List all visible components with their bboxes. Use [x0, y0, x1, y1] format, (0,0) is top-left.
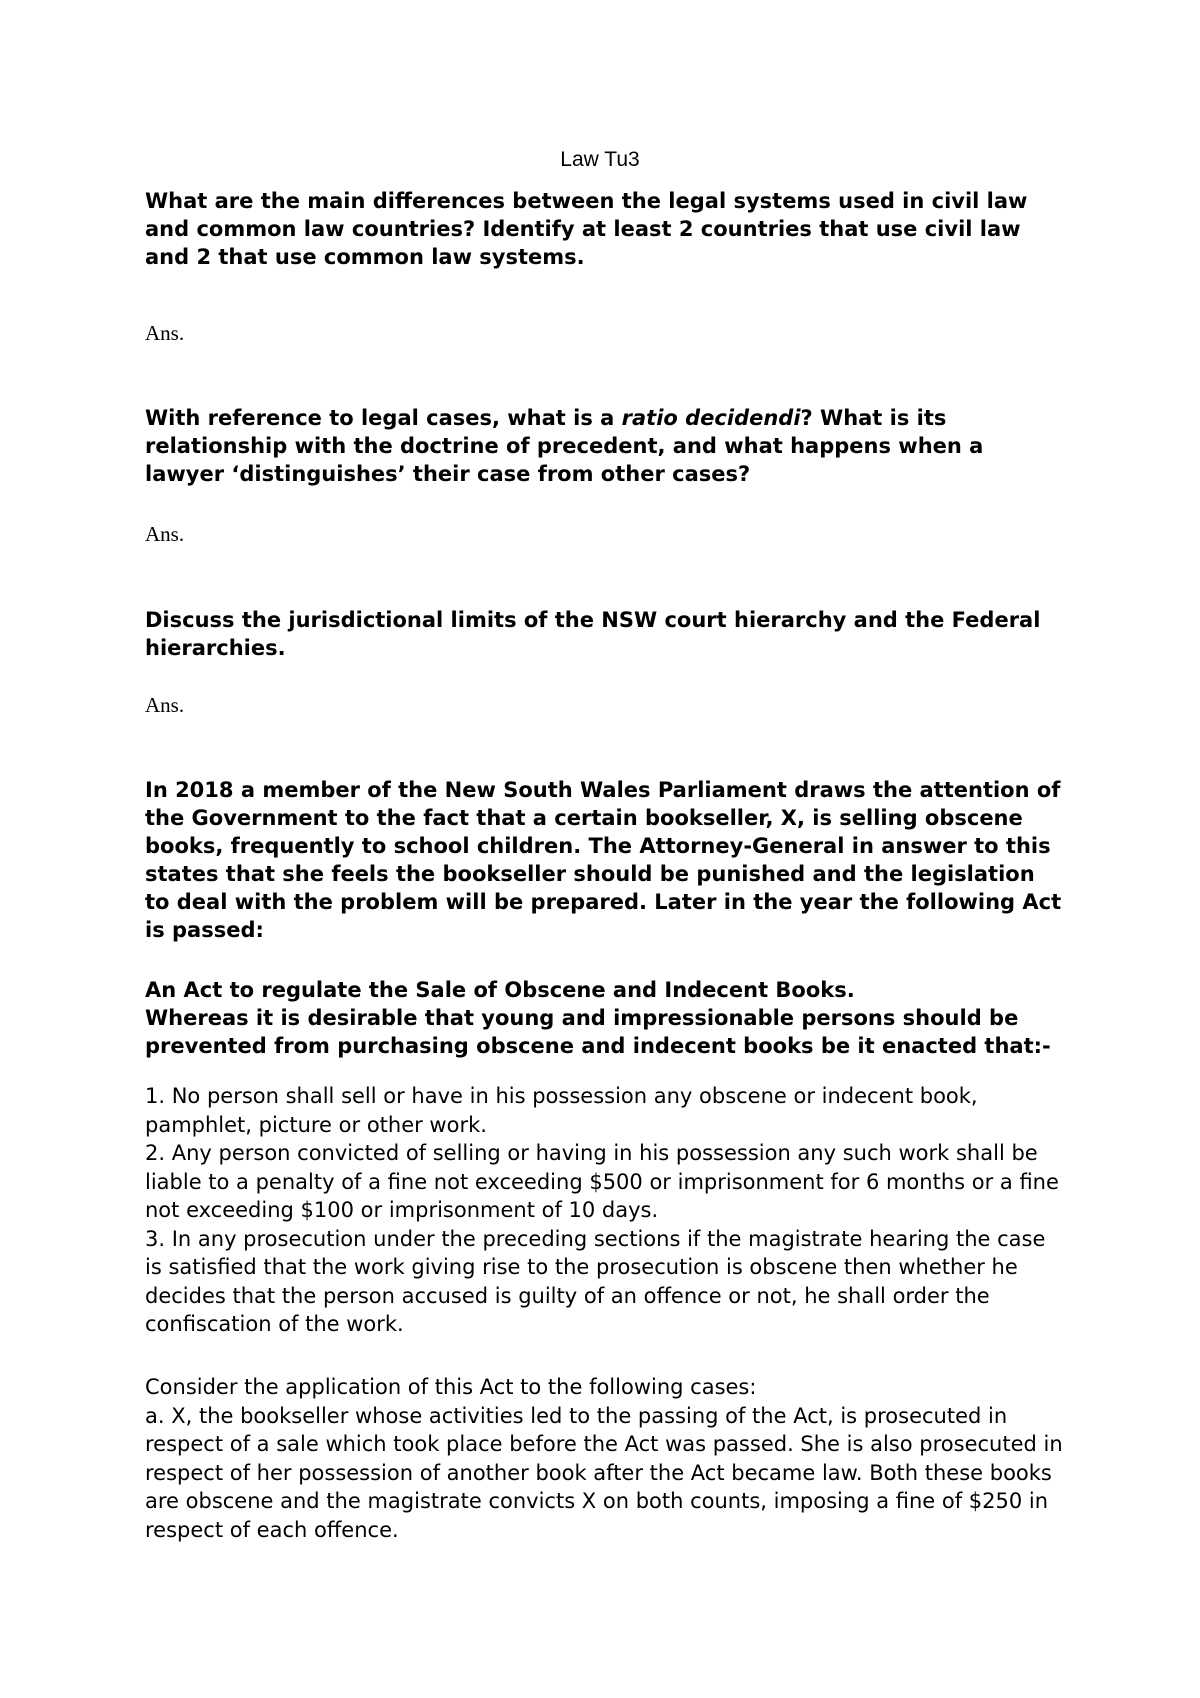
- question-1-text: What are the main differences between the legal systems used in civil law and common law countries? Identify at least 2 countries that use civil law and 2 that use common law systems.: [145, 189, 1028, 269]
- question-2-text-before: With reference to legal cases, what is a: [145, 406, 622, 430]
- consider-text: Consider the application of this Act to the following cases:: [145, 1375, 757, 1399]
- question-3-answer: [145, 693, 1065, 718]
- act-title: An Act to regulate the Sale of Obscene and Indecent Books.: [145, 978, 855, 1002]
- question-3: [145, 606, 1065, 662]
- ratio-decidendi-term: ratio decidendi: [621, 406, 801, 430]
- act-section-3: 3. In any prosecution under the preceding sections if the magistrate hearing the case is satisfied that the work giving rise to the prosecution is obscene then whether he decides that the person accused is guilty of an offence or not, he shall order the confiscation of the work.: [145, 1226, 1046, 1336]
- document-title: Law Tu3: [560, 148, 640, 171]
- question-2-text: [145, 404, 1065, 488]
- question-2-text-after: ? What is its relationship with the doctrine of precedent, and what happens when a lawyer ‘distinguishes’ their case from other cases?: [145, 406, 984, 486]
- question-4-intro-text: In 2018 a member of the New South Wales Parliament draws the attention of the Government to the fact that a certain bookseller, X, is selling obscene books, frequently to school children. The Attorney-General in answer to this states that she feels the bookseller should be punished and the legislation to deal with the problem will be prepared. Later in the year the following Act is passed:: [145, 778, 1062, 942]
- case-a-text: a. X, the bookseller whose activities led to the passing of the Act, is prosecuted in respect of a sale which took place before the Act was passed. She is also prosecuted in respect of her possession of another book after the Act became law. Both these books are obscene and the magistrate convicts X on both counts, imposing a fine of $250 in respect of each offence.: [145, 1403, 1063, 1542]
- act-heading: [145, 976, 1065, 1060]
- answer-label: Ans.: [145, 522, 185, 546]
- act-sections: [145, 1082, 1065, 1339]
- act-section-1: 1. No person shall sell or have in his possession any obscene or indecent book, pamphlet, picture or other work.: [145, 1084, 978, 1137]
- answer-label: Ans.: [145, 693, 185, 717]
- cases-section: [145, 1373, 1065, 1544]
- question-4-intro: [145, 776, 1065, 944]
- question-1: [145, 187, 1065, 271]
- question-2-answer: [145, 522, 1065, 547]
- answer-label: Ans.: [145, 321, 185, 345]
- question-2: [145, 404, 1065, 488]
- question-3-text: Discuss the jurisdictional limits of the NSW court hierarchy and the Federal hierarchies.: [145, 608, 1041, 660]
- act-section-2: 2. Any person convicted of selling or having in his possession any such work shall be liable to a penalty of a fine not exceeding $500 or imprisonment for 6 months or a fine not exceeding $100 or imprisonment of 10 days.: [145, 1141, 1059, 1222]
- act-preamble: Whereas it is desirable that young and impressionable persons should be prevented from purchasing obscene and indecent books be it enacted that:-: [145, 1006, 1051, 1058]
- question-1-answer: [145, 321, 1065, 346]
